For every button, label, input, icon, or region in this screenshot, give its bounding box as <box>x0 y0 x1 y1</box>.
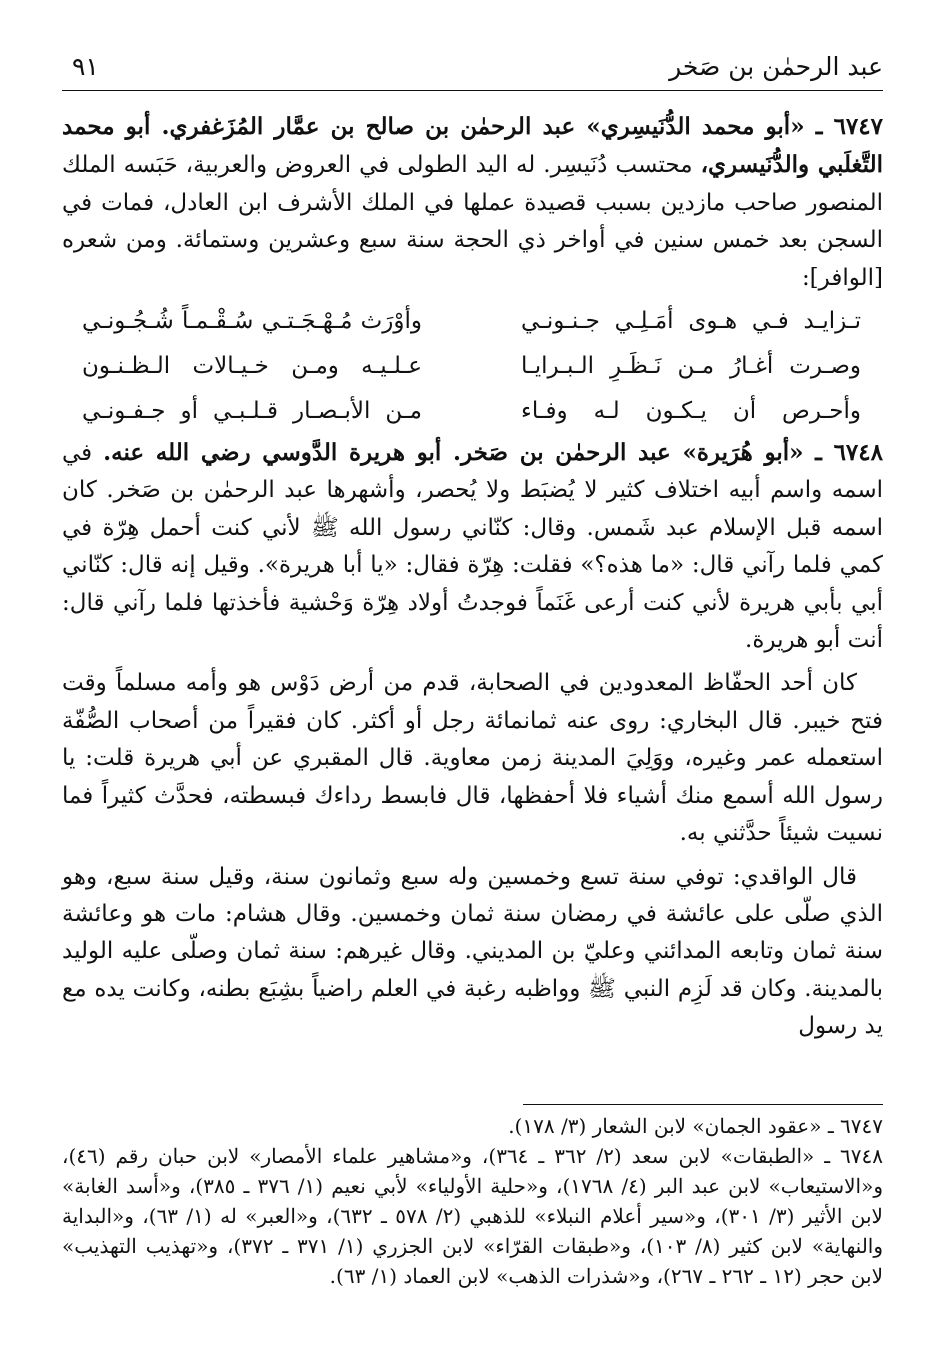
verse-second-hemistich: وأوْرَث مُـهْـجَـتـي سُـقْـمـاً شُـجُـونـي <box>82 308 422 335</box>
verse-second-hemistich: عـلـيـه ومـن خـيـالات الـظـنـون <box>82 353 422 380</box>
poem-verse <box>62 344 883 389</box>
entry-6748-heading: ٦٧٤٨ ـ «أبو هُرَيرة» عبد الرحمٰن بن صَخر. أبو هريرة الدَّوسي رضي الله عنه. <box>103 439 883 467</box>
page-body <box>62 108 883 1046</box>
footnote-rule <box>523 1104 883 1105</box>
footnote-6747: ٦٧٤٧ ـ «عقود الجمان» لابن الشعار (٣/ ١٧٨). <box>508 1114 883 1138</box>
entry-6748 <box>62 434 883 659</box>
entry-6748-paragraph-2: كان أحد الحفّاظ المعدودين في الصحابة، قدم من أرض دَوْس هو وأمه مسلماً وقت فتح خيبر. قال البخاري: روى عنه ثمانمائة رجل أو أكثر. كان فقيراً من أصحاب الصُّفّة استعمله عمر وغيره، ووَلِيَ المدينة زمن معاوية. قال المقبري عن أبي هريرة قلت: يا رسول الله أسمع منك أشياء فلا أحفظها، قال فابسط رداءك فبسطته، فحدَّث كثيراً فما نسيت شيئاً حدَّثني به. <box>62 670 883 847</box>
verse-first-hemistich: وصـرت أغـارُ مـن نَـظَـرِ الـبـرايـا <box>521 353 861 380</box>
verse-second-hemistich: مـن الأبـصـار قـلـبـي أو جـفـونـي <box>82 398 422 425</box>
page-header <box>62 48 883 91</box>
page-number: ٩١ <box>72 52 99 81</box>
verse-first-hemistich: تـزايـد فـي هـوى أمَـلِـي جـنـونـي <box>521 308 861 335</box>
entry-6748-paragraph-3: قال الواقدي: توفي سنة تسع وخمسين وله سبع وثمانون سنة، وقيل سنة سبع، وهو الذي صلّى على عائشة في رمضان سنة ثمان وخمسين. وقال هشام: مات هو وعائشة سنة ثمان وتابعه المدائني وعليّ بن المديني. وقال غيرهم: سنة ثمان وصلّى عليه الوليد بالمدينة. وكان قد لَزِم النبي ﷺ وواظبه رغبة في العلم راضياً بشِبَع بطنه، وكانت يده مع يد رسول <box>62 863 883 1040</box>
footnote-6748: ٦٧٤٨ ـ «الطبقات» لابن سعد (٢/ ٣٦٢ ـ ٣٦٤)، و«مشاهير علماء الأمصار» لابن حبان رقم (٤٦)، و«الاستيعاب» لابن عبد البر (٤/ ١٧٦٨)، و«حلية الأولياء» لأبي نعيم (١/ ٣٧٦ ـ ٣٨٥)، و«أسد الغابة» لابن الأثير (٣/ ٣٠١)، و«سير أعلام النبلاء» للذهبي (٢/ ٥٧٨ ـ ٦٣٢)، و«العبر» له (١/ ٦٣)، و«البداية والنهاية» لابن كثير (٨/ ١٠٣)، و«طبقات القرّاء» لابن الجزري (١/ ٣٧١ ـ ٣٧٢)، و«تهذيب التهذيب» لابن حجر (١٢ ـ ٢٦٢ ـ ٢٦٧)، و«شذرات الذهب» لابن العماد (١/ ٦٣). <box>62 1144 884 1288</box>
running-title: عبد الرحمٰن بن صَخر <box>669 52 883 81</box>
poem-verse <box>62 299 883 344</box>
poem <box>62 299 883 434</box>
entry-6747-heading: ٦٧٤٧ ـ «أبو محمد الدُّنَيسِري» عبد الرحمٰن بن صالح بن عمَّار المُزَغفري. أبو محمد التَّغلَبي والدُّنَيسري، <box>62 113 883 179</box>
entry-6747-text: محتسب دُنَيسِر. له اليد الطولى في العروض والعربية، حَبَسه الملك المنصور صاحب مازدين بسبب قصيدة عملها في الملك الأشرف ابن العادل، فمات في السجن بعد خمس سنين في أواخر ذي الحجة سنة سبع وعشرين وستمائة. ومن شعره [الوافر]: <box>62 152 883 291</box>
entry-6748-text: في اسمه واسم أبيه اختلاف كثير لا يُضبَط ولا يُحصر، وأشهرها عبد الرحمٰن بن صَخر. كان اسمه قبل الإسلام عبد شَمس. وقال: كنّاني رسول الله ﷺ لأني كنت أحمل هِرّة في كمي فلما رآني قال: «ما هذه؟» فقلت: هِرّة فقال: «يا أبا هريرة». وقيل إنه قال: كنّاني أبي بأبي هريرة لأني كنت أرعى غَنَماً فوجدتُ أولاد هِرّة وَحْشية فأخذتها فلما رآني قال: أنت أبو هريرة. <box>62 440 883 654</box>
entry-6747 <box>62 108 883 297</box>
verse-first-hemistich: وأحـرص أن يـكـون لـه وفـاء <box>521 398 861 425</box>
poem-verse <box>62 389 883 434</box>
footnotes <box>62 1104 883 1291</box>
